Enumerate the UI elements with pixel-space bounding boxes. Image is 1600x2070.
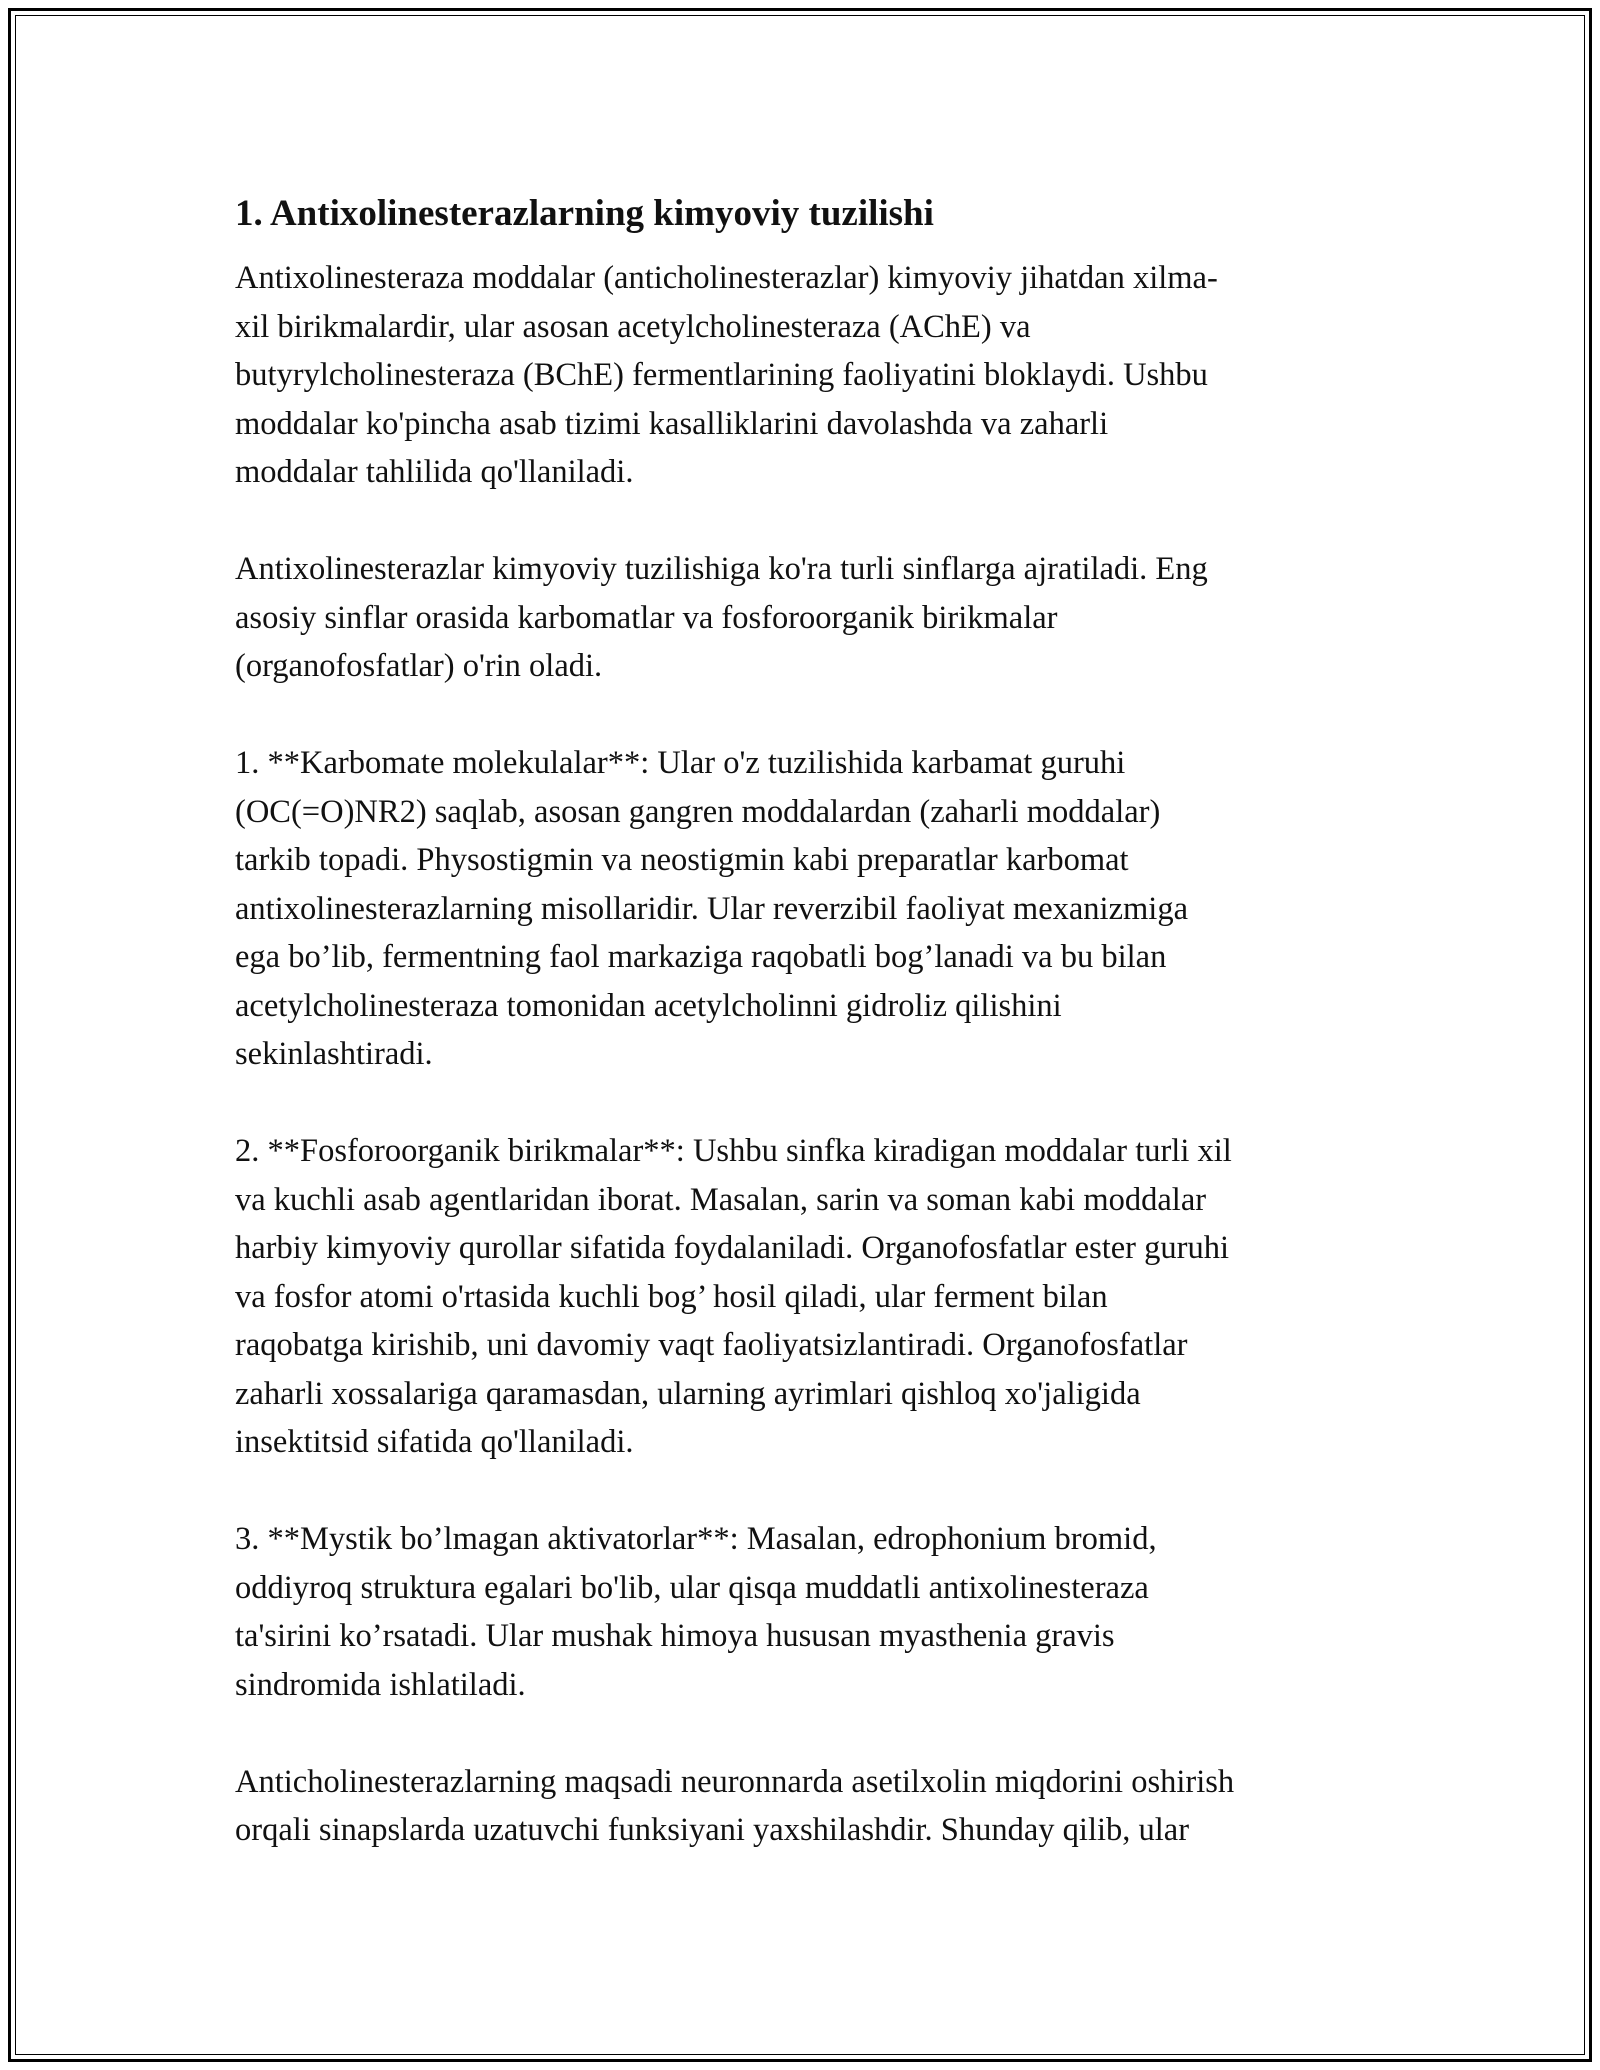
section-heading: 1. Antixolinesterazlarning kimyoviy tuzilishi <box>235 193 934 234</box>
paragraph-classes: Antixolinesterazlar kimyoviy tuzilishiga ko'ra turli sinflarga ajratiladi. Eng asosiy sinflar orasida karbomatlar va fosforoorganik birikmalar (organofosfatlar) o'rin oladi. <box>235 551 1208 684</box>
paragraph-purpose: Anticholinesterazlarning maqsadi neuronnarda asetilxolin miqdorini oshirish orqali sinapslarda uzatuvchi funksiyani yaxshilashdir. Shunday qilib, ular <box>235 1763 1235 1848</box>
document-body <box>235 186 1370 1855</box>
paragraph-activators: 3. **Mystik bo’lmagan aktivatorlar**: Masalan, edrophonium bromid, oddiyroq struktura egalari bo'lib, ular qisqa muddatli antixolinesteraza ta'sirini ko’rsatadi. Ular mushak himoya hususan myasthenia gravis sindromida ishlatiladi. <box>235 1521 1157 1703</box>
paragraph-intro: Antixolinesteraza moddalar (anticholinesterazlar) kimyoviy jihatdan xilma- xil birikmalardir, ular asosan acetylcholinesteraza (AChE) va butyrylcholinesteraza (BChE) fermentlarining faoliyatini bloklaydi. Ushbu moddalar ko'pincha asab tizimi kasalliklarini davolashda va zaharli moddalar tahlilida qo'llaniladi. <box>235 260 1218 490</box>
paragraph-carbamates: 1. **Karbomate molekulalar**: Ular o'z tuzilishida karbamat guruhi (OC(=O)NR2) saqlab, asosan gangren moddalardan (zaharli moddalar) tarkib topadi. Physostigmin va neostigmin kabi preparatlar karbomat antixolinesterazlarning misollaridir. Ular reverzibil faoliyat mexanizmiga ega bo’lib, fermentning faol markaziga raqobatli bog’lanadi va bu bilan acetylcholinesteraza tomonidan acetylcholinni gidroliz qilishini sekinlashtiradi. <box>235 745 1188 1072</box>
paragraph-organophosphates: 2. **Fosforoorganik birikmalar**: Ushbu sinfka kiradigan moddalar turli xil va kuchli asab agentlaridan iborat. Masalan, sarin va soman kabi moddalar harbiy kimyoviy qurollar sifatida foydalaniladi. Organofosfatlar ester guruhi va fosfor atomi o'rtasida kuchli bog’ hosil qiladi, ular ferment bilan raqobatga kirishib, uni davomiy vaqt faoliyatsizlantiradi. Organofosfatlar zaharli xossalariga qaramasdan, ularning ayrimlari qishloq xo'jaligida insektitsid sifatida qo'llaniladi. <box>235 1133 1232 1460</box>
